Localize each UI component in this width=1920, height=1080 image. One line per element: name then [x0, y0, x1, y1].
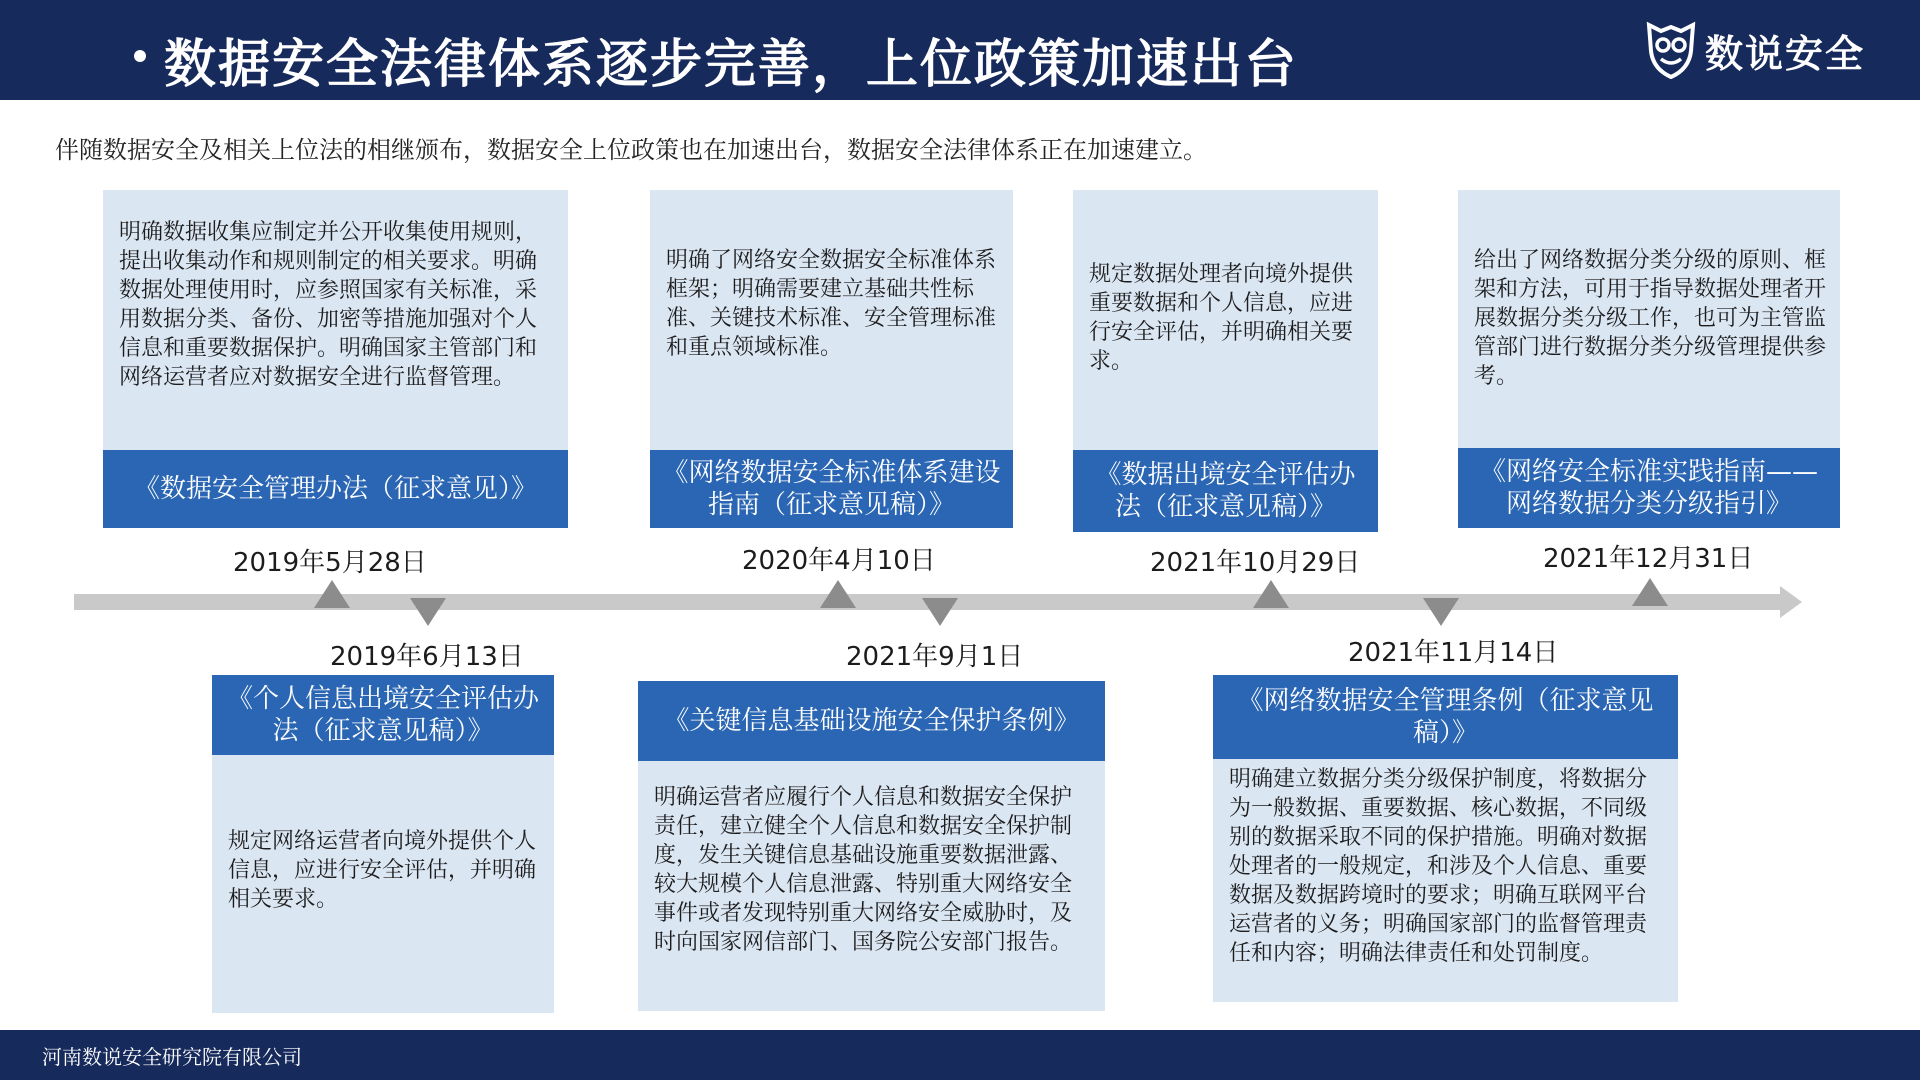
- event-date: 2021年12月31日: [1543, 544, 1754, 574]
- logo-text: 数说安全: [1705, 31, 1866, 76]
- event-card-description: 明确建立数据分类分级保护制度，将数据分为一般数据、重要数据、核心数据，不同级别的数据采取不同的保护措施。明确对数据处理者的一般规定，和涉及个人信息、重要数据及数据跨境时的要求；明确互联网平台运营者的义务；明确国家部门的监督管理责任和内容；明确法律责任和处罚制度。: [1213, 759, 1678, 1002]
- event-card-title: 《关键信息基础设施安全保护条例》: [638, 681, 1105, 761]
- event-date: 2019年5月28日: [233, 548, 427, 578]
- event-card-description: 规定网络运营者向境外提供个人信息，应进行安全评估，并明确相关要求。: [212, 755, 554, 1013]
- event-card-description: 明确运营者应履行个人信息和数据安全保护责任，建立健全个人信息和数据安全保护制度，发生关键信息基础设施重要数据泄露、较大规模个人信息泄露、特别重大网络安全事件或者发现特别重大网络安全威胁时，及时向国家网信部门、国务院公安部门报告。: [638, 761, 1105, 1011]
- event-card-title: 《数据安全管理办法（征求意见）》: [103, 450, 568, 528]
- event-card-title: 《网络数据安全管理条例（征求意见稿）》: [1213, 675, 1678, 759]
- event-date: 2021年11月14日: [1348, 638, 1559, 668]
- event-date: 2019年6月13日: [330, 642, 524, 672]
- timeline-arrowhead: [1780, 586, 1802, 618]
- event-date: 2021年9月1日: [846, 642, 1024, 672]
- event-card-description: 给出了网络数据分类分级的原则、框架和方法，可用于指导数据处理者开展数据分类分级工作，也可为主管监管部门进行数据分类分级管理提供参考。: [1458, 190, 1840, 450]
- event-date: 2021年10月29日: [1150, 548, 1361, 578]
- timeline-marker-up: [314, 580, 350, 608]
- brand-logo: [1645, 18, 1865, 82]
- page-title: 数据安全法律体系逐步完善，上位政策加速出台: [164, 35, 1299, 95]
- timeline-marker-down: [1423, 598, 1459, 626]
- timeline-marker-up: [1253, 580, 1289, 608]
- timeline-marker-down: [922, 598, 958, 626]
- event-card-description: 明确了网络安全数据安全标准体系框架；明确需要建立基础共性标准、关键技术标准、安全管理标准和重点领域标准。: [650, 190, 1013, 450]
- timeline-marker-down: [410, 598, 446, 626]
- event-card-description: 规定数据处理者向境外提供重要数据和个人信息，应进行安全评估，并明确相关要求。: [1073, 190, 1378, 450]
- intro-text: 伴随数据安全及相关上位法的相继颁布，数据安全上位政策也在加速出台，数据安全法律体系正在加速建立。: [55, 136, 1207, 164]
- event-card-title: 《个人信息出境安全评估办法（征求意见稿）》: [212, 675, 554, 755]
- footer-company: 河南数说安全研究院有限公司: [42, 1045, 302, 1069]
- event-date: 2020年4月10日: [742, 546, 936, 576]
- event-card-description: 明确数据收集应制定并公开收集使用规则，提出收集动作和规则制定的相关要求。明确数据处理使用时，应参照国家有关标准，采用数据分类、备份、加密等措施加强对个人信息和重要数据保护。明确国家主管部门和网络运营者应对数据安全进行监督管理。: [103, 190, 568, 450]
- event-card-title: 《数据出境安全评估办法（征求意见稿）》: [1073, 450, 1378, 532]
- event-card-title: 《网络安全标准实践指南——网络数据分类分级指引》: [1458, 448, 1840, 528]
- owl-shield-icon: [1645, 21, 1697, 79]
- timeline-marker-up: [1632, 578, 1668, 606]
- timeline-marker-up: [820, 580, 856, 608]
- event-card-title: 《网络数据安全标准体系建设指南（征求意见稿）》: [650, 450, 1013, 528]
